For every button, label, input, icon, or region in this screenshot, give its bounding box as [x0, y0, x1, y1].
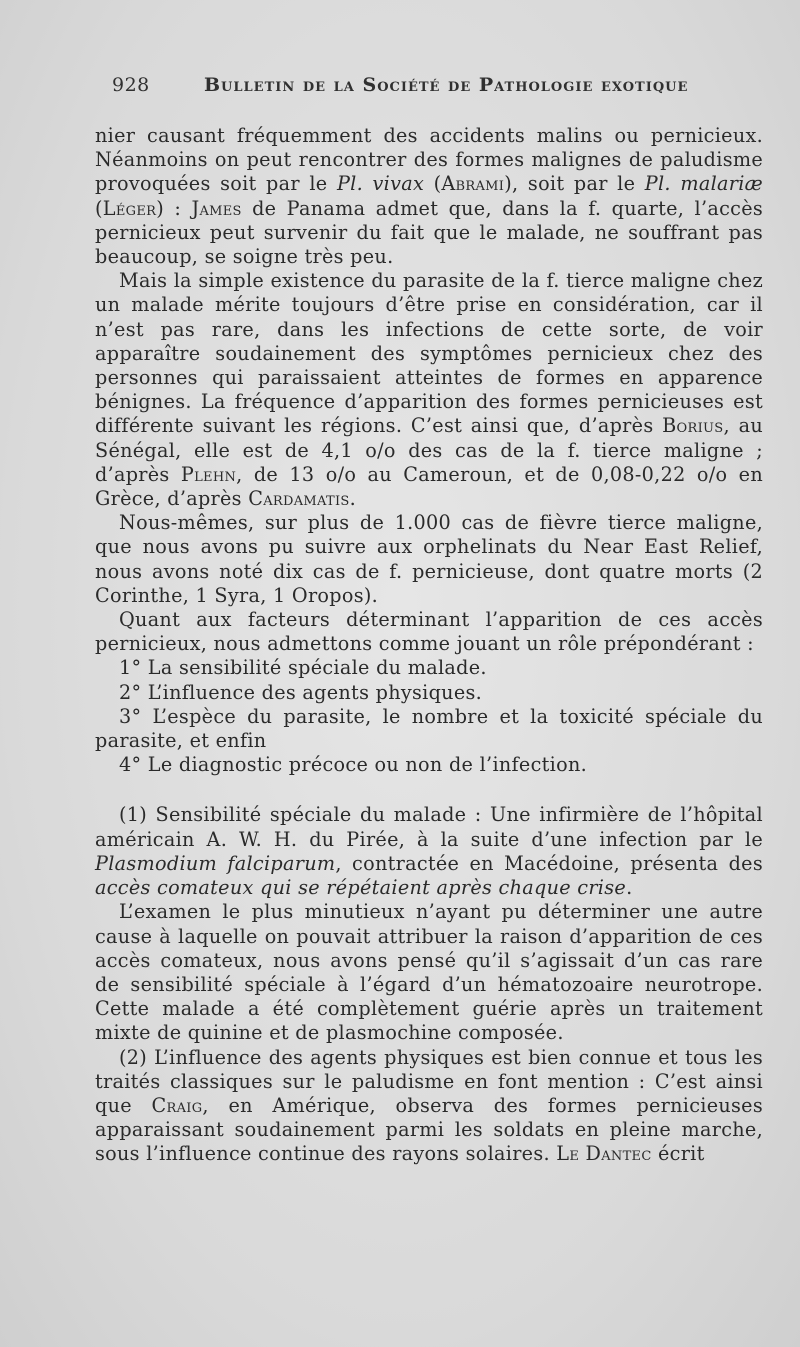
- text-run: de Panama admet que, dans la f. quarte, l’accès pernicieux peut survenir du fait que le malade, ne souffrant pas beaucoup, se soigne très peu.: [95, 196, 763, 269]
- paragraph: [95, 705, 763, 753]
- text-run: Nous-mêmes, sur plus de 1.000 cas de fièvre tierce maligne, que nous avons pu suivre aux orphelinats du Near East Relief, nous avons noté dix cas de f. pernicieuse, dont quatre morts (2 Corinthe, 1 Syra, 1 Oropos).: [95, 511, 763, 607]
- paragraph: [95, 753, 763, 777]
- author-name: Borius: [662, 414, 724, 438]
- paragraph: [95, 803, 763, 900]
- text-run: Quant aux facteurs déterminant l’apparition de ces accès pernicieux, nous admettons comme jouant un rôle prépondérant :: [95, 608, 763, 656]
- italic-text: accès comateux qui se répétaient après chaque crise: [95, 876, 627, 900]
- page-number: 928: [112, 74, 150, 96]
- text-run: (: [424, 172, 442, 196]
- paragraph: [95, 900, 763, 1045]
- text-run: , en Amérique, observa des formes pernicieuses apparaissant soudainement parmi les soldats en pleine marche, sous l’influence continue des rayons solaires.: [95, 1093, 763, 1166]
- italic-text: Pl. vivax: [336, 172, 425, 196]
- paragraph: [95, 511, 763, 608]
- text-run: 2° L’influence des agents physiques.: [119, 680, 483, 704]
- text-run: Mais la simple existence du parasite de la f. tierce maligne chez un malade mérite toujours d’être prise en considération, car il n’est pas rare, dans les infections de cette sorte, de voir apparaître soudainement des symptômes pernicieux chez des personnes qui paraissaient atteintes de formes en apparence bénignes. La fréquence d’apparition des formes pernicieuses est différente suivant les régions. C’est ainsi que, d’après: [95, 269, 763, 438]
- text-run: nier causant fréquemment des accidents malins ou pernicieux. Néanmoins on peut rencontrer des formes malignes de paludisme provoquées soit par le: [95, 124, 763, 196]
- text-run: .: [349, 487, 357, 511]
- author-name: James: [191, 196, 242, 220]
- paragraph: [95, 269, 763, 511]
- section-gap: [95, 777, 763, 803]
- text-run: , au Sénégal, elle est de 4,1 o/o des cas de la f. tierce maligne ; d’après: [95, 414, 763, 486]
- text-run: (1) Sensibilité spéciale du malade : Une infirmière de l’hôpital américain A. W. H. du Pirée, à la suite d’une infection par le: [95, 803, 763, 851]
- text-run: .: [626, 876, 633, 900]
- text-run: (2) L’influence des agents physiques est bien connue et tous les traités classiques sur le paludisme en font mention : C’est ainsi que: [95, 1045, 763, 1117]
- author-name: Abrami: [441, 172, 505, 196]
- paragraph: [95, 1046, 763, 1167]
- paragraph: [95, 124, 763, 269]
- text-run: (: [95, 196, 103, 220]
- italic-text: Pl. malariæ: [644, 172, 763, 196]
- author-name: Cardamatis: [248, 487, 350, 511]
- text-run: 3° L’espèce du parasite, le nombre et la toxicité spéciale du parasite, et enfin: [95, 704, 763, 753]
- paragraph: [95, 656, 763, 680]
- text-run: , contractée en Macédoine, présenta des: [335, 851, 763, 875]
- author-name: Le Dantec: [556, 1142, 652, 1166]
- author-name: Craig: [151, 1093, 203, 1117]
- body-text: [95, 124, 763, 1167]
- text-run: ) :: [156, 196, 192, 220]
- text-run: , de 13 o/o au Cameroun, et de 0,08-0,22 o/o en Grèce, d’après: [95, 462, 763, 511]
- text-run: 1° La sensibilité spéciale du malade.: [119, 656, 487, 680]
- running-header: [112, 74, 772, 96]
- text-run: 4° Le diagnostic précoce ou non de l’infection.: [119, 753, 587, 777]
- text-run: L’examen le plus minutieux n’ayant pu déterminer une autre cause à laquelle on pouvait attribuer la raison d’apparition de ces accès comateux, nous avons pensé qu’il s’agissait d’un cas rare de sensibilité spéciale à l’égard d’un hématozoaire neurotrope. Cette malade a été complètement guérie après un traitement mixte de quinine et de plasmochine composée.: [95, 900, 763, 1045]
- text-run: ), soit par le: [504, 172, 645, 196]
- italic-text: Plasmodium falciparum: [95, 851, 336, 875]
- paragraph: [95, 681, 763, 705]
- text-run: écrit: [651, 1142, 705, 1166]
- paragraph: [95, 608, 763, 656]
- author-name: Léger: [102, 196, 157, 220]
- journal-title: Bulletin de la Société de Pathologie exotique: [204, 74, 689, 96]
- author-name: Plehn: [180, 462, 237, 486]
